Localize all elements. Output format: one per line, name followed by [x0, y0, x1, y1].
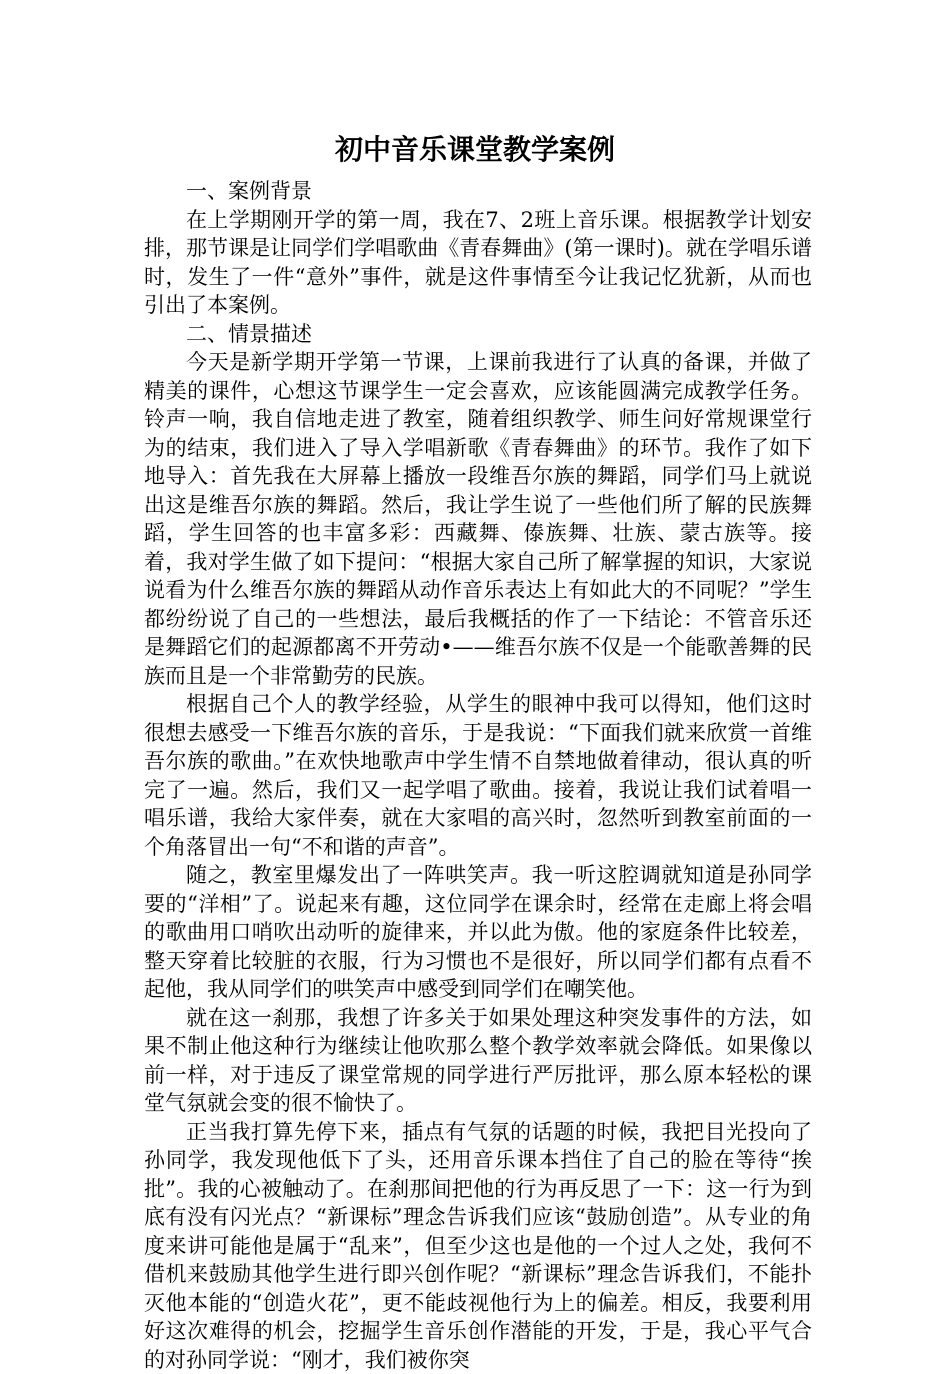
section-heading-scenario: 二、情景描述	[144, 320, 812, 349]
document-body	[144, 177, 812, 1374]
document-title: 初中音乐课堂教学案例	[0, 130, 950, 170]
section-heading-background: 一、案例背景	[144, 177, 812, 206]
paragraph-reflection: 正当我打算先停下来，插点有气氛的话题的时候，我把目光投向了孙同学，我发现他低下了头，还用音乐课本挡住了自己的脸在等待“挨批”。我的心被触动了。在刹那间把他的行为再反思了一下：这一行为到底有没有闪光点？“新课标”理念告诉我们应该“鼓励创造”。从专业的角度来讲可能他是属于“乱来”，但至少这也是他的一个过人之处，我何不借机来鼓励其他学生进行即兴创作呢？“新课标”理念告诉我们，不能扑灭他本能的“创造火花”，更不能歧视他行为上的偏差。相反，我要利用好这次难得的机会，挖掘学生音乐创作潜能的开发，于是，我心平气合的对孙同学说：“刚才，我们被你突	[144, 1118, 812, 1374]
paragraph-laughter: 随之，教室里爆发出了一阵哄笑声。我一听这腔调就知道是孙同学要的“洋相”了。说起来有趣，这位同学在课余时，经常在走廊上将会唱的歌曲用口哨吹出动听的旋律来，并以此为傲。他的家庭条件比较差，整天穿着比较脏的衣服，行为习惯也不是很好，所以同学们都有点看不起他，我从同学们的哄笑声中感受到同学们在嘲笑他。	[144, 861, 812, 1004]
paragraph-listening: 根据自己个人的教学经验，从学生的眼神中我可以得知，他们这时很想去感受一下维吾尔族的音乐，于是我说：“下面我们就来欣赏一首维吾尔族的歌曲。”在欢快地歌声中学生情不自禁地做着律动，很认真的听完了一遍。然后，我们又一起学唱了歌曲。接着，我说让我们试着唱一唱乐谱，我给大家伴奏，就在大家唱的高兴时，忽然听到教室前面的一个角落冒出一句“不和谐的声音”。	[144, 690, 812, 861]
paragraph-dilemma: 就在这一刹那，我想了许多关于如果处理这种突发事件的方法，如果不制止他这种行为继续让他吹那么整个教学效率就会降低。如果像以前一样，对于违反了课堂常规的同学进行严厉批评，那么原本轻松的课堂气氛就会变的很不愉快了。	[144, 1004, 812, 1118]
paragraph-lesson-intro: 今天是新学期开学第一节课，上课前我进行了认真的备课，并做了精美的课件，心想这节课学生一定会喜欢，应该能圆满完成教学任务。铃声一响，我自信地走进了教室，随着组织教学、师生问好常规课堂行为的结束，我们进入了导入学唱新歌《青春舞曲》的环节。我作了如下地导入：首先我在大屏幕上播放一段维吾尔族的舞蹈，同学们马上就说出这是维吾尔族的舞蹈。然后，我让学生说了一些他们所了解的民族舞蹈，学生回答的也丰富多彩：西藏舞、傣族舞、壮族、蒙古族等。接着，我对学生做了如下提问：“根据大家自己所了解掌握的知识，大家说说看为什么维吾尔族的舞蹈从动作音乐表达上有如此大的不同呢？”学生都纷纷说了自己的一些想法，最后我概括的作了一下结论：不管音乐还是舞蹈它们的起源都离不开劳动•——维吾尔族不仅是一个能歌善舞的民族而且是一个非常勤劳的民族。	[144, 348, 812, 690]
paragraph-background: 在上学期刚开学的第一周，我在7、2班上音乐课。根据教学计划安排，那节课是让同学们学唱歌曲《青春舞曲》(第一课时)。就在学唱乐谱时，发生了一件“意外”事件，就是这件事情至今让我记忆犹新，从而也引出了本案例。	[144, 206, 812, 320]
